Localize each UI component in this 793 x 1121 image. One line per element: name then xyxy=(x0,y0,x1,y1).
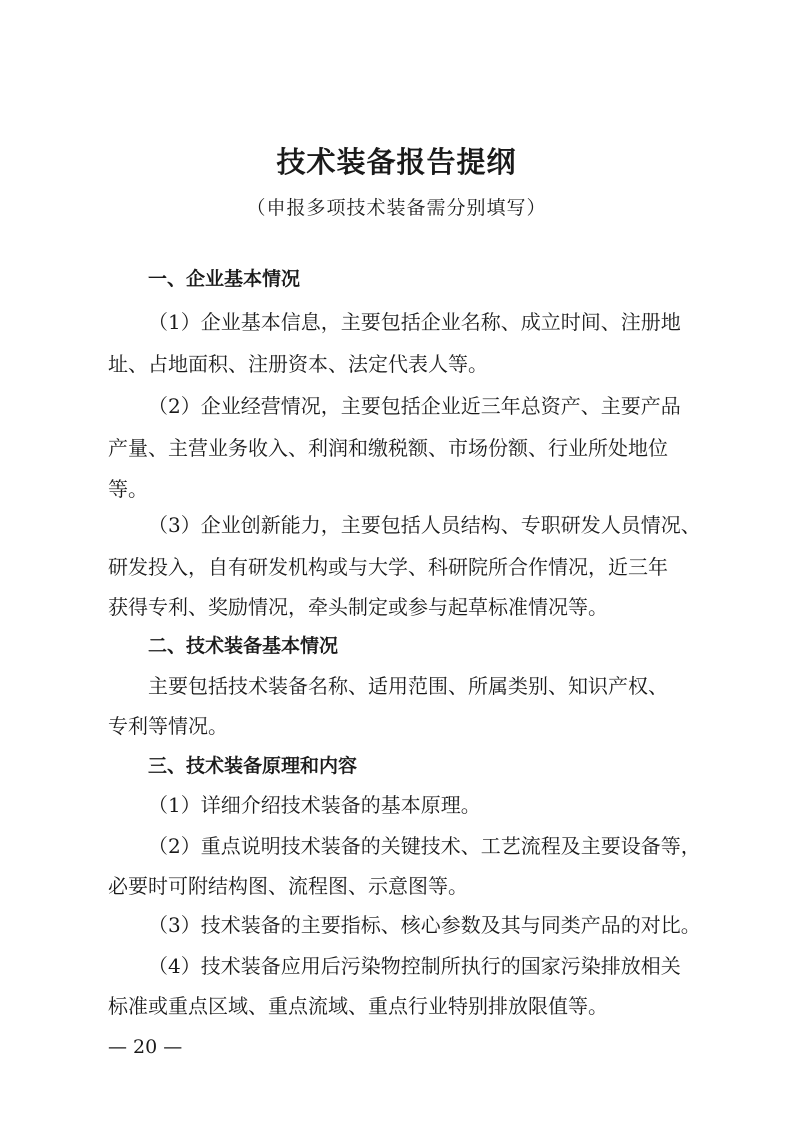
paragraph-line: 获得专利、奖励情况，牵头制定或参与起草标准情况等。 xyxy=(108,595,608,619)
section-heading-1: 一、企业基本情况 xyxy=(148,268,301,290)
paragraph-line: 研发投入，自有研发机构或与大学、科研院所合作情况，近三年 xyxy=(108,555,668,579)
paragraph-line: 址、占地面积、注册资本、法定代表人等。 xyxy=(108,352,488,376)
document-subtitle: （申报多项技术装备需分别填写） xyxy=(246,197,547,219)
section-heading-2: 二、技术装备基本情况 xyxy=(148,635,339,657)
page-number: — 20 — xyxy=(108,1036,183,1058)
paragraph-line: （4）技术装备应用后污染物控制所执行的国家污染排放相关 xyxy=(148,954,681,978)
paragraph-line: 等。 xyxy=(108,477,148,501)
paragraph-line: （1）企业基本信息，主要包括企业名称、成立时间、注册地 xyxy=(148,310,681,334)
paragraph-line: 主要包括技术装备名称、适用范围、所属类别、知识产权、 xyxy=(148,674,668,698)
paragraph-line: 产量、主营业务收入、利润和缴税额、市场份额、行业所处地位 xyxy=(108,436,668,460)
section-heading-3: 三、技术装备原理和内容 xyxy=(148,755,358,777)
paragraph-line: 必要时可附结构图、流程图、示意图等。 xyxy=(108,874,468,898)
paragraph-line: （3）企业创新能力，主要包括人员结构、专职研发人员情况、 xyxy=(148,513,701,537)
paragraph-line: （3）技术装备的主要指标、核心参数及其与同类产品的对比。 xyxy=(148,913,701,937)
paragraph-line: 标准或重点区域、重点流域、重点行业特别排放限值等。 xyxy=(108,994,608,1018)
paragraph-line: （2）重点说明技术装备的关键技术、工艺流程及主要设备等， xyxy=(148,834,701,858)
paragraph-line: 专利等情况。 xyxy=(108,714,228,738)
document-title: 技术装备报告提纲 xyxy=(276,145,517,179)
paragraph-line: （2）企业经营情况，主要包括企业近三年总资产、主要产品 xyxy=(148,394,681,418)
paragraph-line: （1）详细介绍技术装备的基本原理。 xyxy=(148,793,481,817)
